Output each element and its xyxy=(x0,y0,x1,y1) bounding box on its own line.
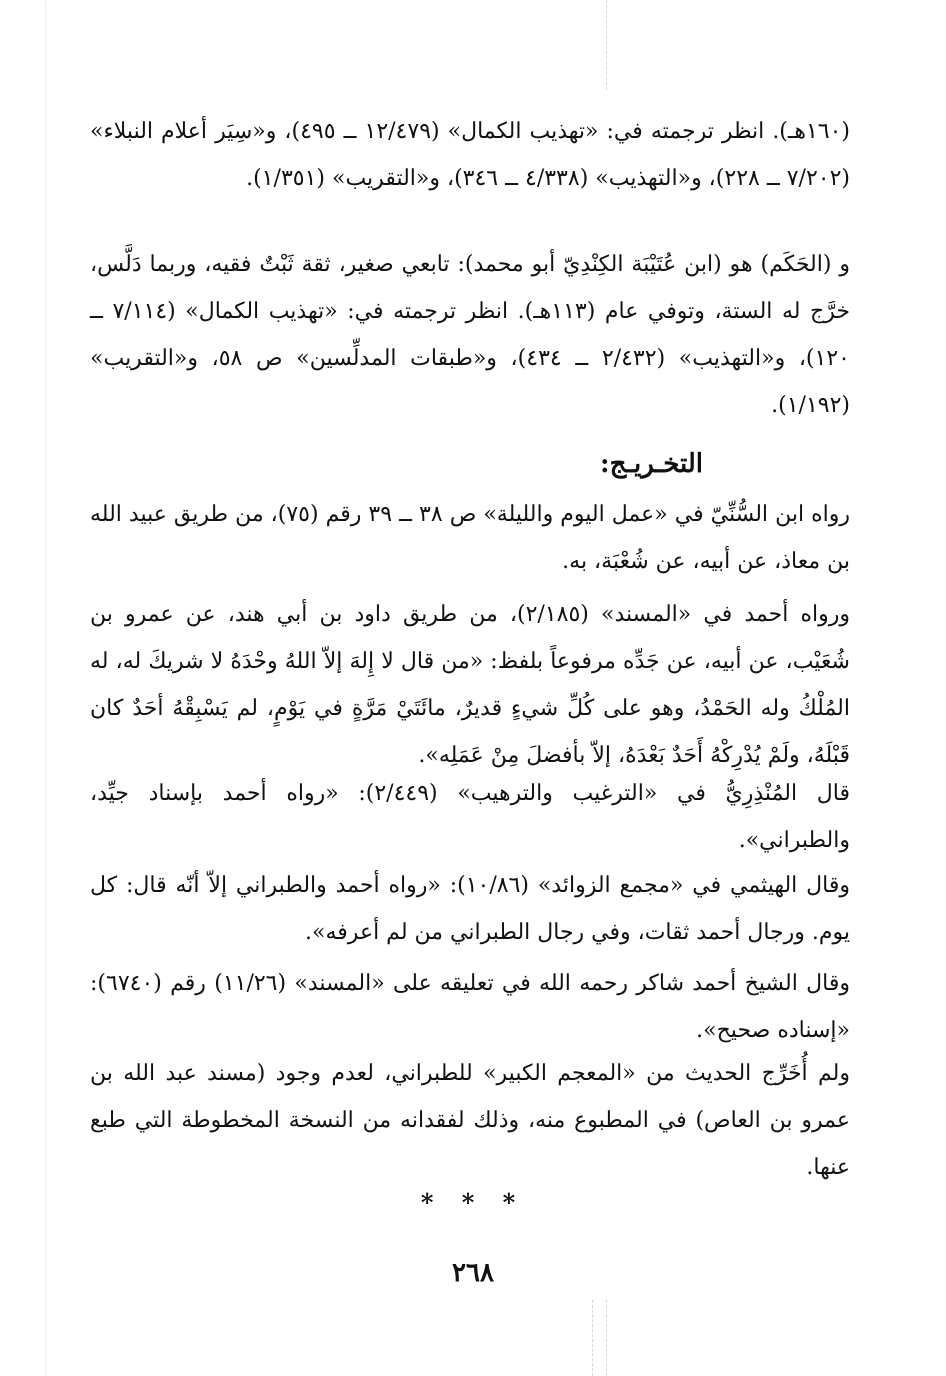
section-heading-takhrij: التخـريـج: xyxy=(600,449,703,479)
page-number: ٢٦٨ xyxy=(452,1258,494,1288)
scan-guide-line xyxy=(606,1300,607,1376)
paragraph-haythami: وقال الهيثمي في «مجمع الزوائد» (١٠/٨٦): «رواه أحمد والطبراني إلاّ أنّه قال: كل يوم. ورجال أحمد ثقات، وفي رجال الطبراني من لم أعرفه». xyxy=(90,873,850,945)
scan-guide-line xyxy=(592,1300,593,1376)
paragraph-ahmad-musnad: ورواه أحمد في «المسند» (٢/١٨٥)، من طريق داود بن أبي هند، عن عمرو بن شُعَيْب، عن أبيه، عن جَدِّه مرفوعاً بلفظ: «من قال لا إِلهَ إلاّ اللهُ وحْدَهُ لا شريكَ له، له المُلْكُ وله الحَمْدُ، وهو على كُلِّ شيءٍ قديرٌ، مائَتَيْ مَرَّةٍ في يَوْمٍ، لم يَسْبِقْهُ أحَدٌ كان قَبْلَهُ، ولَمْ يُدْرِكْهُ أَحَدٌ بَعْدَهُ، إلاّ بأفضلَ مِنْ عَمَلِه». xyxy=(90,602,850,768)
paragraph-ahmad-shakir: وقال الشيخ أحمد شاكر رحمه الله في تعليقه على «المسند» (١١/٢٦) رقم (٦٧٤٠): «إسناده صحيح». xyxy=(90,971,850,1043)
scan-guide-line xyxy=(45,0,46,1376)
paragraph-translation-sources: (١٦٠هـ). انظر ترجمته في: «تهذيب الكمال» (١٢/٤٧٩ ــ ٤٩٥)، و«سِيَر أعلام النبلاء» (٧/٢٠٢ ــ ٢٢٨)، و«التهذيب» (٤/٣٣٨ ــ ٣٤٦)، و«التقريب» (١/٣٥١). xyxy=(90,119,850,191)
paragraph-hakam-biography: و (الحَكَم) هو (ابن عُتَيْبَة الكِنْدِيّ أبو محمد): تابعي صغير، ثقة ثَبْتٌ فقيه، وربما دَلَّس، خرَّج له الستة، وتوفي عام (١١٣هـ). انظر ترجمته في: «تهذيب الكمال» (٧/١١٤ ــ ١٢٠)، و«التهذيب» (٢/٤٣٢ ــ ٤٣٤)، و«طبقات المدلِّسين» ص ٥٨، و«التقريب» (١/١٩٢). xyxy=(90,252,850,418)
paragraph-ibn-sunni: رواه ابن السُّنِّيّ في «عمل اليوم والليلة» ص ٣٨ ــ ٣٩ رقم (٧٥)، من طريق عبيد الله بن معاذ، عن أبيه، عن شُعْبَة، به. xyxy=(90,502,850,574)
paragraph-tabarani-note: ولم أُخَرِّج الحديث من «المعجم الكبير» للطبراني، لعدم وجود (مسند عبد الله بن عمرو بن العاص) في المطبوع منه، وذلك لفقدانه من النسخة المخطوطة التي طبع عنها. xyxy=(90,1061,850,1180)
scan-guide-line xyxy=(606,0,607,90)
section-divider: * * * xyxy=(420,1188,526,1217)
paragraph-mundhiri: قال المُنْذِرِيُّ في «الترغيب والترهيب» (٢/٤٤٩): «رواه أحمد بإسناد جيِّد، والطبراني». xyxy=(90,781,850,853)
